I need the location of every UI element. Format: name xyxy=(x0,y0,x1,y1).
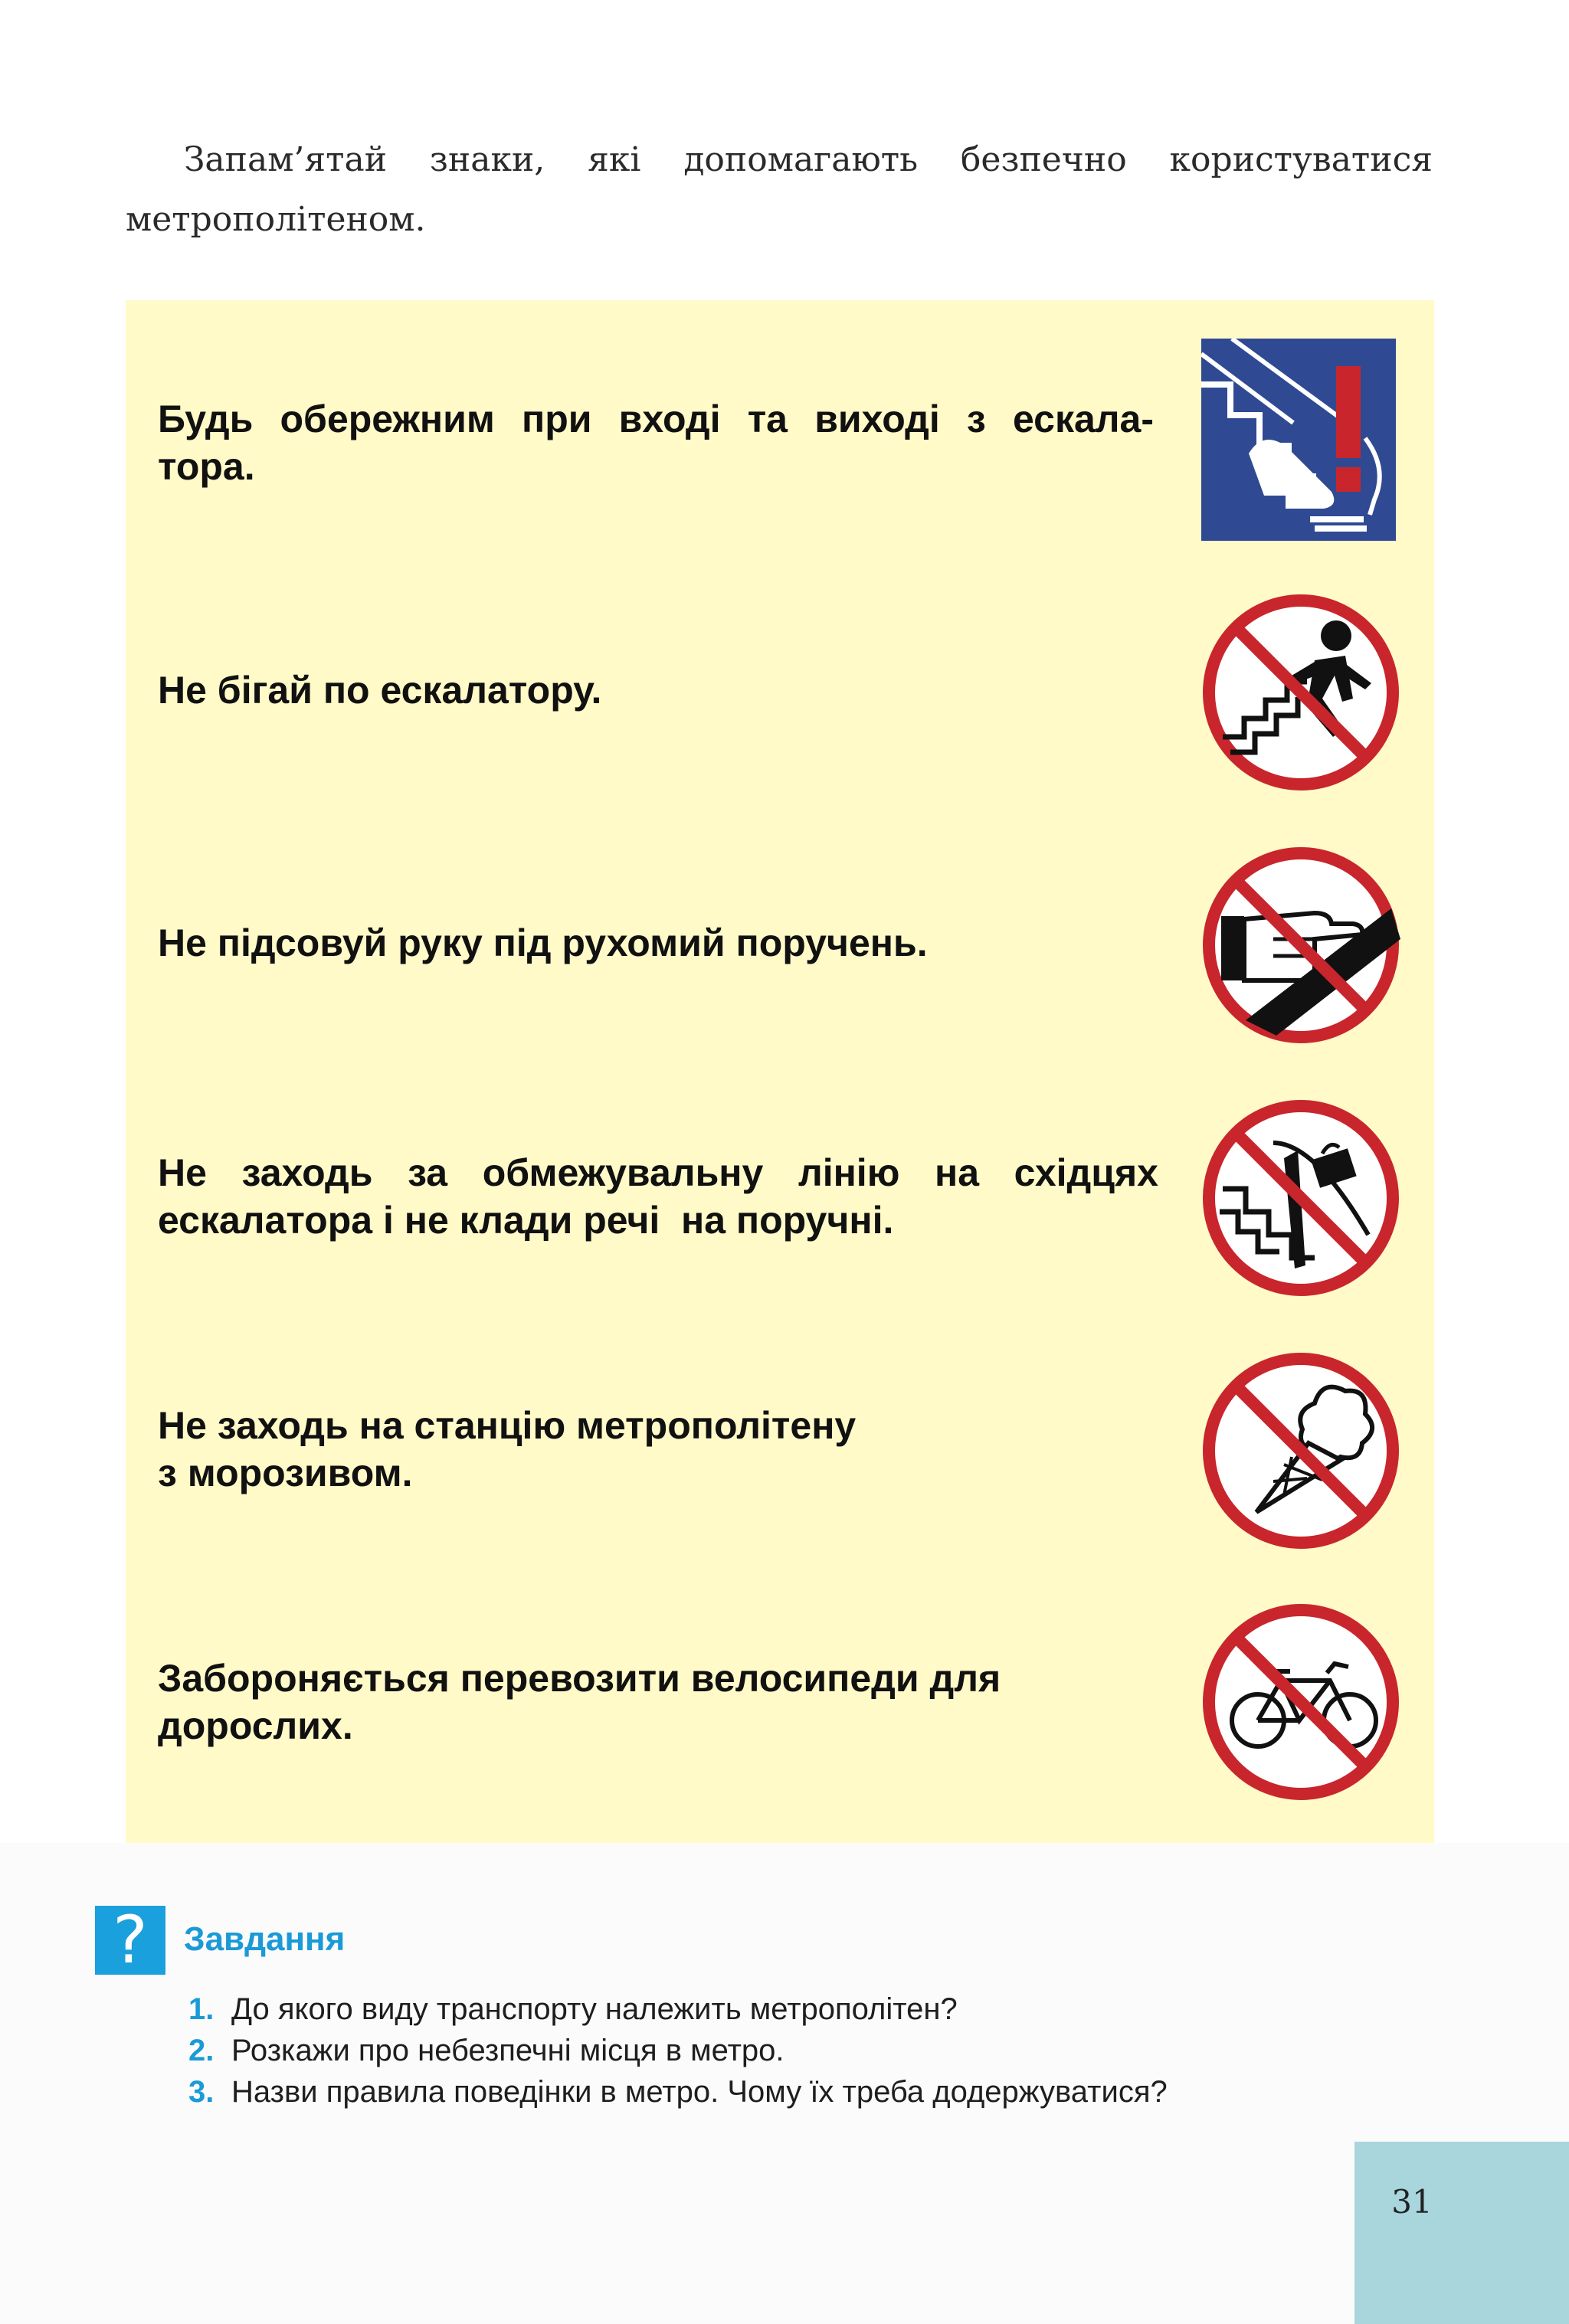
page-number-box xyxy=(1354,2142,1569,2324)
task-number: 1. xyxy=(188,1992,215,2026)
no-running-icon xyxy=(1200,591,1402,794)
task-list xyxy=(188,1988,1168,2113)
no-ice-cream-icon xyxy=(1200,1350,1402,1552)
rule-no-ice-cream: Не заходь на станцію метрополітену з морозивом. xyxy=(158,1404,857,1494)
task-text: Назви правила поведінки в метро. Чому їх треба додержуватися? xyxy=(231,2075,1168,2109)
task-text: До якого виду транспорту належить метрополітен? xyxy=(231,1992,958,2026)
task-number: 3. xyxy=(188,2075,215,2109)
tasks-title: Завдання xyxy=(184,1920,346,1958)
task-text: Розкажи про небезпечні місця в метро. xyxy=(231,2034,784,2067)
escalator-caution-icon xyxy=(1201,339,1396,541)
task-number: 2. xyxy=(188,2034,215,2067)
list-item xyxy=(188,2030,1168,2071)
intro-text: Запам’ятай знаки, які допомагають безпечно користуватися метрополітеном. xyxy=(126,140,1433,239)
rule-escalator-caution: Будь обережним при вході та виході з ескала- тора. xyxy=(158,398,1154,488)
safety-rules-panel xyxy=(126,300,1434,1843)
list-item xyxy=(188,1988,1168,2030)
no-hand-under-handrail-icon xyxy=(1200,844,1402,1046)
rule-no-bicycle: Забороняється перевозити велосипеди для дорослих. xyxy=(158,1657,1001,1747)
list-item xyxy=(188,2071,1168,2113)
page-number: 31 xyxy=(1391,2183,1433,2221)
rule-no-running: Не бігай по ескалатору. xyxy=(158,669,602,712)
no-items-on-handrail-icon xyxy=(1200,1097,1402,1299)
rule-no-items-on-handrail: Не заходь за обмежувальну лінію на східцях ескалатора і не клади речі на поручні. xyxy=(158,1151,1158,1242)
rule-no-hand-under-handrail: Не підсовуй руку під рухомий поручень. xyxy=(158,921,928,964)
no-bicycle-icon xyxy=(1200,1601,1402,1803)
question-mark-icon: ? xyxy=(95,1906,165,1975)
